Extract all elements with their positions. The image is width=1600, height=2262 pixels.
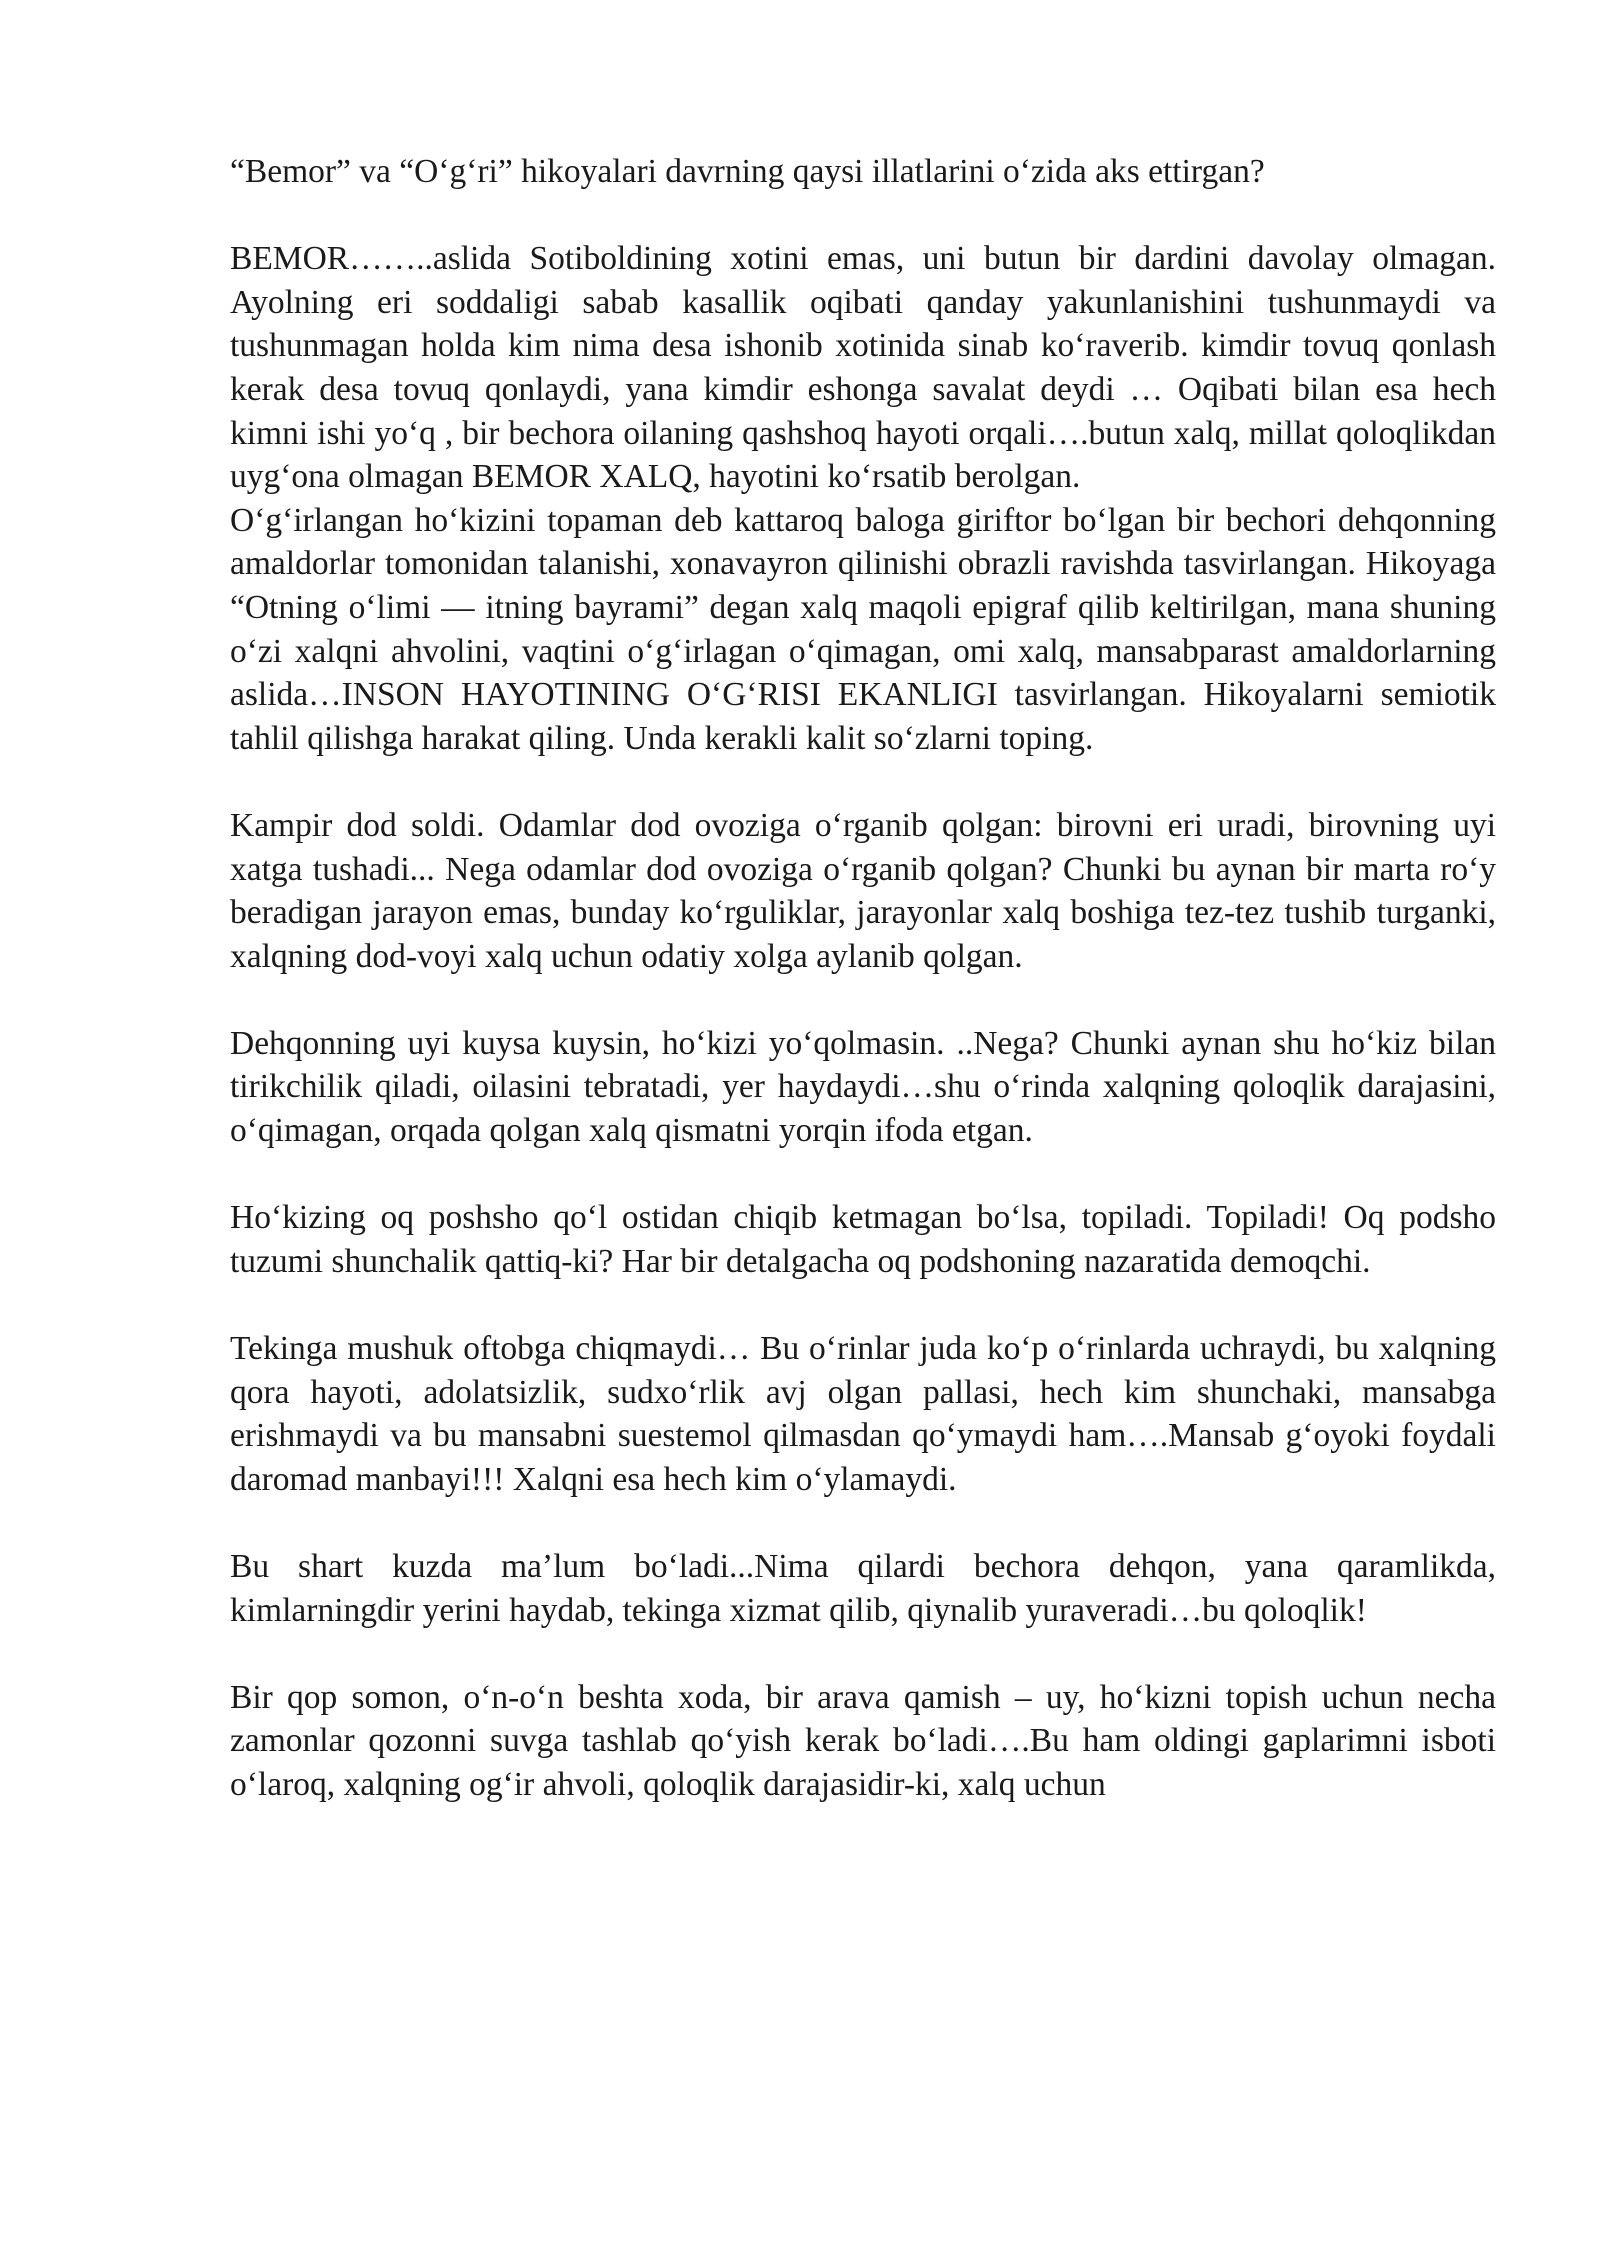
paragraph-ogri: O‘g‘irlangan ho‘kizini topaman deb kattaroq baloga giriftor bo‘lgan bir bechori dehqonning amaldorlar tomonidan talanishi, xonavayron qilinishi obrazli ravishda tasvirlangan. Hikoyaga “Otning o‘limi — itning bayrami” degan xalq maqoli epigraf qilib keltirilgan, mana shuning o‘zi xalqni ahvolini, vaqtini o‘g‘irlagan o‘qimagan, omi xalq, mansabparast amaldorlarning aslida…INSON HAYOTINING O‘G‘RISI EKANLIGI tasvirlangan. Hikoyalarni semiotik tahlil qilishga harakat qiling. Unda kerakli kalit so‘zlarni toping. — [230, 501, 1496, 757]
paragraph-bemor: BEMOR……..aslida Sotiboldining xotini emas, uni butun bir dardini davolay olmagan. Ayolning eri soddaligi sabab kasallik oqibati qanday yakunlanishini tushunmaydi va tushunmagan holda kim nima desa ishonib xotinida sinab ko‘raverib. kimdir tovuq qonlash kerak desa tovuq qonlaydi, yana kimdir eshonga savalat deydi … Oqibati bilan esa hech kimni ishi yo‘q , bir bechora oilaning qashshoq hayoti orqali….butun xalq, millat qoloqlikdan uyg‘ona olmagan BEMOR XALQ, hayotini ko‘rsatib berolgan. — [230, 240, 1496, 496]
paragraph-tekinga: Tekinga mushuk oftobga chiqmaydi… Bu o‘rinlar juda ko‘p o‘rinlarda uchraydi, bu xalqning qora hayoti, adolatsizlik, sudxo‘rlik avj olgan pallasi, hech kim shunchaki, mansabga erishmaydi va bu mansabni suestemol qilmasdan qo‘ymaydi ham….Mansab g‘oyoki foydali daromad manbayi!!! Xalqni esa hech kim o‘ylamaydi. — [230, 1330, 1496, 1498]
document-page — [230, 150, 1496, 1807]
document-title: “Bemor” va “O‘g‘ri” hikoyalari davrning qaysi illatlarini o‘zida aks ettirgan? — [230, 153, 1265, 190]
paragraph-dehqon: Dehqonning uyi kuysa kuysin, ho‘kizi yo‘qolmasin. ..Nega? Chunki aynan shu ho‘kiz bilan tirikchilik qiladi, oilasini tebratadi, yer haydaydi…shu o‘rinda xalqning qoloqlik darajasini, o‘qimagan, orqada qolgan xalq qismatni yorqin ifoda etgan. — [230, 1024, 1496, 1150]
paragraph-shart: Bu shart kuzda ma’lum bo‘ladi...Nima qilardi bechora dehqon, yana qaramlikda, kimlarningdir yerini haydab, tekinga xizmat qilib, qiynalib yuraveradi…bu qoloqlik! — [230, 1548, 1496, 1629]
paragraph-hokiz: Ho‘kizing oq poshsho qo‘l ostidan chiqib ketmagan bo‘lsa, topiladi. Topiladi! Oq podsho tuzumi shunchalik qattiq-ki? Har bir detalgacha oq podshoning nazaratida demoqchi. — [230, 1199, 1496, 1280]
paragraph-somon: Bir qop somon, o‘n-o‘n beshta xoda, bir arava qamish – uy, ho‘kizni topish uchun necha zamonlar qozonni suvga tashlab qo‘yish kerak bo‘ladi….Bu ham oldingi gaplarimni isboti o‘laroq, xalqning og‘ir ahvoli, qoloqlik darajasidir-ki, xalq uchun — [230, 1678, 1496, 1803]
paragraph-kampir: Kampir dod soldi. Odamlar dod ovoziga o‘rganib qolgan: birovni eri uradi, birovning uyi xatga tushadi... Nega odamlar dod ovoziga o‘rganib qolgan? Chunki bu aynan bir marta ro‘y beradigan jarayon emas, bunday ko‘rguliklar, jarayonlar xalq boshiga tez-tez tushib turganki, xalqning dod-voyi xalq uchun odatiy xolga aylanib qolgan. — [230, 806, 1496, 975]
